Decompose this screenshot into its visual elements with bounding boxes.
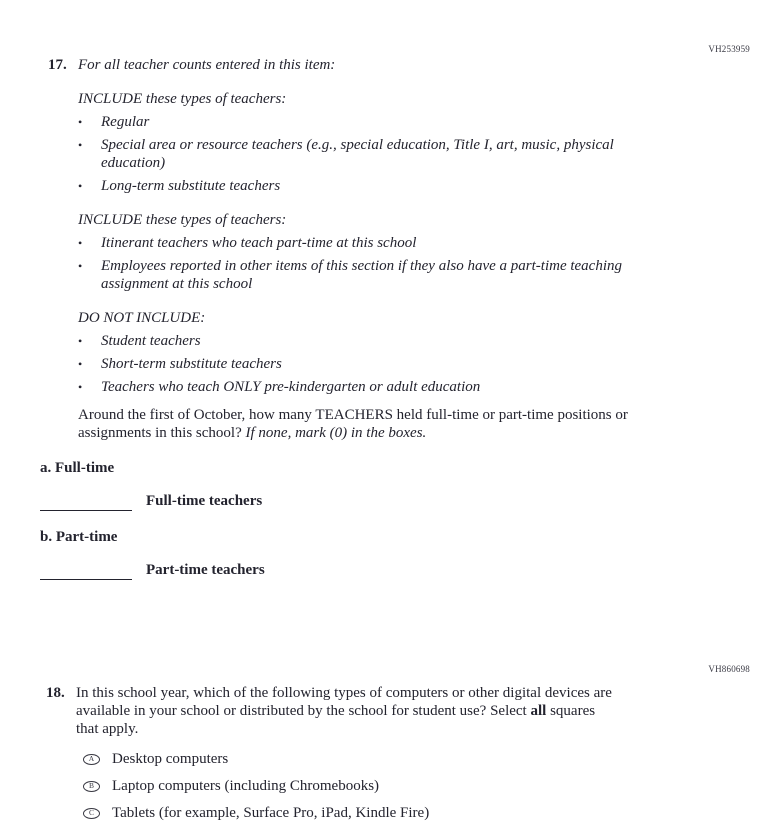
list-item [78,378,646,396]
list-item [78,177,646,195]
include-heading-2: INCLUDE these types of teachers: [78,212,287,228]
question-17-prompt [78,406,646,442]
bullet-icon: • [78,236,83,250]
part-time-input[interactable] [40,564,132,580]
do-not-include-heading: DO NOT INCLUDE: [78,310,206,326]
do-not-include-list [78,332,646,396]
list-item-text: Teachers who teach ONLY pre-kindergarten or adult education [101,379,481,395]
bullet-icon: • [78,115,83,129]
option-label: Tablets (for example, Surface Pro, iPad, Kindle Fire) [112,805,430,821]
bullet-icon: • [78,179,83,193]
list-item-text: Regular [101,114,150,130]
bullet-icon: • [78,334,83,348]
question-17-body [78,56,646,442]
part-b [40,528,763,580]
part-b-label: b. Part-time [40,529,118,545]
list-item [78,234,646,252]
list-item-text: Long-term substitute teachers [101,178,281,194]
list-item-text: Itinerant teachers who teach part-time at this school [101,235,417,251]
bullet-icon: • [78,259,83,273]
option-label: Laptop computers (including Chromebooks) [112,778,380,794]
list-item [78,332,646,350]
answer-bubble-icon[interactable]: B [83,781,100,792]
question-18-body [76,684,613,822]
list-item [78,355,646,373]
question-17-number: 17. [48,57,67,73]
form-code-bottom: VH860698 [708,664,750,674]
option-label: Desktop computers [112,751,229,767]
option-laptop-computers[interactable] [76,777,613,795]
question-18-number: 18. [46,685,65,701]
part-a-label: a. Full-time [40,460,115,476]
bullet-icon: • [78,138,83,152]
answer-bubble-icon[interactable]: A [83,754,100,765]
part-time-answer-row [40,561,763,580]
prompt-instruction: If none, mark (0) in the boxes. [245,425,427,441]
bullet-icon: • [78,380,83,394]
option-desktop-computers[interactable] [76,750,613,768]
option-tablets[interactable] [76,804,613,822]
list-item [78,136,646,172]
list-item [78,113,646,131]
question-18-options [76,750,613,822]
list-item [78,257,646,293]
prompt-text: Around the first of October, how many TEACHERS held full-time or part-time positions or assignments in this school? [78,407,628,441]
question-18-text [76,684,613,738]
question-18-text-end: squares that apply. [76,703,596,737]
question-17-intro: For all teacher counts entered in this item: [78,57,336,73]
form-code-top: VH253959 [708,44,750,54]
list-item-text: Short-term substitute teachers [101,356,282,372]
full-time-field-label: Full-time teachers [146,493,263,509]
full-time-input[interactable] [40,495,132,511]
question-17 [48,56,763,442]
full-time-answer-row [40,492,763,511]
list-item-text: Employees reported in other items of this section if they also have a part-time teaching assignment at this school [101,258,623,292]
answer-bubble-icon[interactable]: C [83,808,100,819]
include-heading-1: INCLUDE these types of teachers: [78,91,287,107]
list-item-text: Student teachers [101,333,201,349]
question-18-text-start: In this school year, which of the following types of computers or other digital devices are available in your school or distributed by the school for student use? Select [76,685,612,719]
question-18 [46,684,763,822]
include-list-1 [78,113,646,195]
question-18-all-emphasis: all [530,703,547,719]
part-a [40,459,763,511]
part-time-field-label: Part-time teachers [146,562,265,578]
bullet-icon: • [78,357,83,371]
list-item-text: Special area or resource teachers (e.g., special education, Title I, art, music, physical education) [101,137,614,171]
include-list-2 [78,234,646,293]
